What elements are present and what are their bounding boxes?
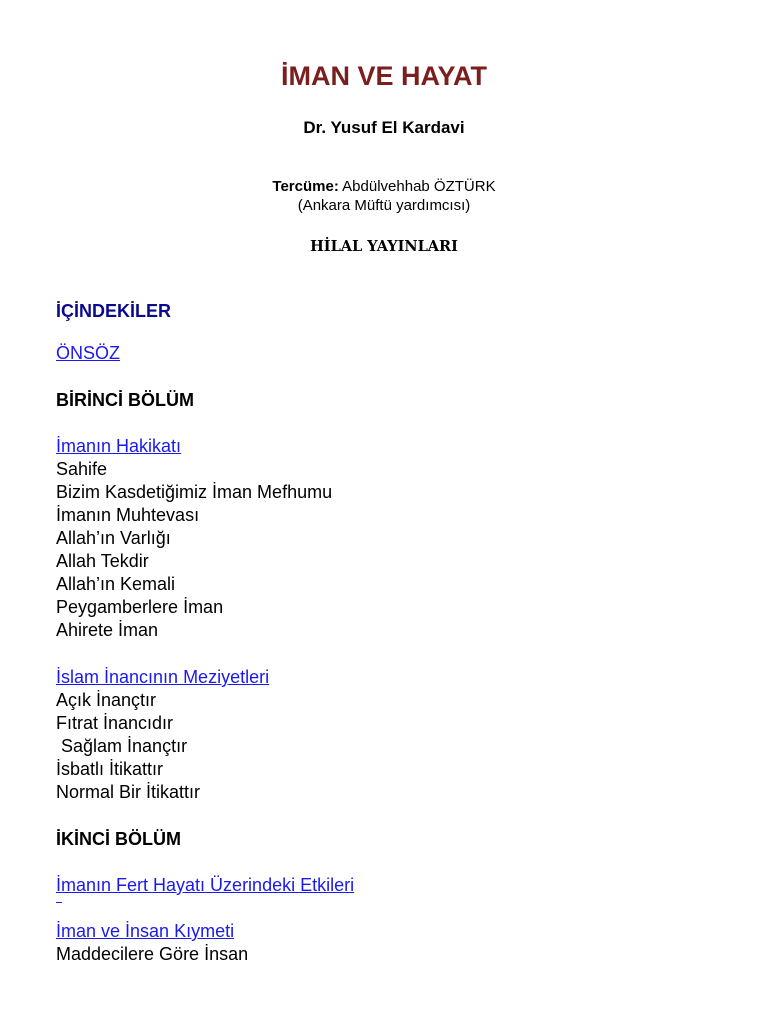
translator-note: (Ankara Müftü yardımcısı) [297,197,471,214]
author-name: Dr. Yusuf El Kardavi [303,118,465,137]
empty-link-underline[interactable] [56,902,62,903]
part1-heading: BİRİNCİ BÖLÜM [56,390,194,410]
toc-item: Allah Tekdir [56,551,149,571]
toc-item: Allah’ın Kemali [56,574,176,594]
chapter-link-imanin-hakikati[interactable]: İmanın Hakikatı [56,436,182,456]
translator-block [0,177,768,215]
toc-item: Açık İnançtır [56,690,157,710]
toc-item: Bizim Kasdetiğimiz İman Mefhumu [56,482,333,502]
chapter-link-islam-inancinin-meziyetleri[interactable]: İslam İnancının Meziyetleri [56,667,270,687]
toc-item: Sağlam İnançtır [56,736,188,756]
translator-label: Tercüme: [272,178,339,195]
toc-item: Ahirete İman [56,620,159,640]
document-title: İMAN VE HAYAT [280,61,488,91]
preface-link[interactable]: ÖNSÖZ [56,343,121,363]
toc-item: İsbatlı İtikattır [56,759,164,779]
toc-item: Allah’ın Varlığı [56,528,171,548]
toc-heading: İÇİNDEKİLER [56,301,172,321]
part2-heading: İKİNCİ BÖLÜM [56,829,181,849]
chapter-link-iman-ve-insan-kiymeti[interactable]: İman ve İnsan Kıymeti [56,921,235,941]
toc-item: Fıtrat İnancıdır [56,713,174,733]
toc-item: Maddecilere Göre İnsan [56,944,249,964]
publisher-name: HİLAL YAYINLARI [310,238,458,255]
toc-item: Normal Bir İtikattır [56,782,201,802]
translator-name: Abdülvehhab ÖZTÜRK [342,178,496,195]
toc-item: Peygamberlere İman [56,597,224,617]
toc-item: İmanın Muhtevası [56,505,200,525]
chapter-link-fert-hayati[interactable]: İmanın Fert Hayatı Üzerindeki Etkileri [56,875,355,895]
toc-item: Sahife [56,459,108,479]
